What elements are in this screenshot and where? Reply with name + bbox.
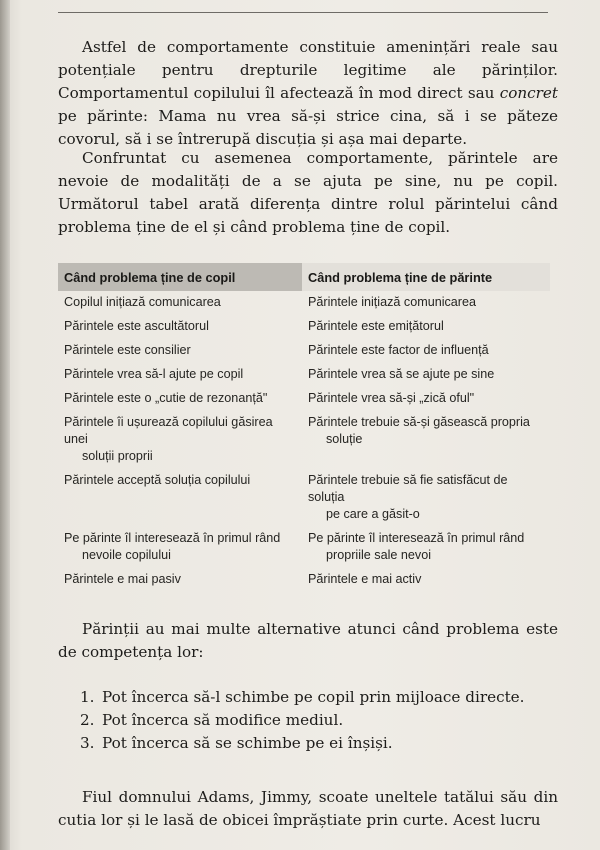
cell-parent [302, 339, 550, 363]
list-item-number: 2. [80, 711, 95, 729]
list-item-number: 3. [80, 734, 95, 752]
cell-parent [302, 568, 550, 592]
table-row [58, 469, 550, 527]
paragraph-4 [58, 786, 558, 832]
paragraph-1-text-a: Astfel de comportamente constituie amenințări reale sau potențiale pentru drepturile legitime ale părinților. Comportamentul copilului îl afectează în mod direct sau [58, 38, 558, 102]
list-item-number: 1. [80, 688, 95, 706]
table-body [58, 291, 550, 592]
table-header-row [58, 263, 550, 291]
list-item-text: Pot încerca să-l schimbe pe copil prin mijloace directe. [102, 688, 525, 706]
paragraph-2 [58, 147, 558, 239]
cell-line: propriile sale nevoi [326, 548, 432, 562]
paragraph-3-text: Părinții au mai multe alternative atunci când problema este de competența lor: [58, 620, 558, 661]
cell-line: Părintele inițiază comunicarea [308, 295, 477, 309]
roles-table [58, 263, 550, 592]
cell-line: Părintele vrea să se ajute pe sine [308, 367, 495, 381]
cell-child [58, 363, 302, 387]
list-item [80, 732, 560, 755]
cell-line: Părintele acceptă soluția copilului [64, 473, 251, 487]
cell-line: soluție [326, 432, 363, 446]
page-gutter [0, 0, 10, 850]
list-item-text: Pot încerca să modifice mediul. [102, 711, 344, 729]
table-header-child: Când problema ține de copil [58, 263, 302, 291]
table-row [58, 387, 550, 411]
paragraph-4-text: Fiul domnului Adams, Jimmy, scoate uneltele tatălui său din cutia lor și le lasă de obicei împrăștiate prin curte. Acest lucru [58, 788, 558, 829]
cell-child [58, 527, 302, 568]
cell-line: Părintele este factor de influență [308, 343, 489, 357]
cell-line: soluții proprii [82, 449, 153, 463]
table-row [58, 527, 550, 568]
cell-line: Părintele îi ușurează copilului găsirea unei [64, 415, 273, 446]
cell-parent [302, 411, 550, 469]
cell-child [58, 568, 302, 592]
cell-line: Părintele trebuie să-și găsească propria [308, 415, 530, 429]
list-item [80, 686, 560, 709]
table-header-parent: Când problema ține de părinte [302, 263, 550, 291]
table-row [58, 315, 550, 339]
table-row [58, 363, 550, 387]
cell-child [58, 315, 302, 339]
cell-child [58, 469, 302, 527]
table-row [58, 291, 550, 315]
table-row [58, 568, 550, 592]
cell-line: Părintele e mai pasiv [64, 572, 181, 586]
paragraph-1-text-b: pe părinte: Mama nu vrea să-și strice cina, să i se păteze covorul, să i se întrerupă discuția și așa mai departe. [58, 107, 558, 148]
cell-line: Părintele este ascultătorul [64, 319, 209, 333]
header-rule [58, 12, 548, 13]
cell-line: Părintele vrea să-și „zică oful" [308, 391, 475, 405]
cell-line: nevoile copilului [82, 548, 171, 562]
cell-parent [302, 315, 550, 339]
cell-line: Părintele vrea să-l ajute pe copil [64, 367, 244, 381]
cell-parent [302, 387, 550, 411]
cell-parent [302, 363, 550, 387]
cell-line: Părintele este emițătorul [308, 319, 444, 333]
cell-parent [302, 469, 550, 527]
paragraph-2-text: Confruntat cu asemenea comportamente, părintele are nevoie de modalități de a se ajuta pe sine, nu pe copil. Următorul tabel arată diferența dintre rolul părintelui când problema ține de el și când problema ține de copil. [58, 149, 558, 236]
paragraph-3 [58, 618, 558, 664]
cell-parent [302, 527, 550, 568]
table-row [58, 339, 550, 363]
cell-child [58, 291, 302, 315]
cell-line: Pe părinte îl interesează în primul rând [308, 531, 525, 545]
cell-parent [302, 291, 550, 315]
table-row [58, 411, 550, 469]
cell-line: Părintele este consilier [64, 343, 191, 357]
list-item [80, 709, 560, 732]
cell-child [58, 339, 302, 363]
cell-child [58, 387, 302, 411]
list-item-text: Pot încerca să se schimbe pe ei înșiși. [102, 734, 393, 752]
paragraph-1 [58, 36, 558, 151]
cell-line: Pe părinte îl interesează în primul rând [64, 531, 281, 545]
cell-child [58, 411, 302, 469]
paragraph-1-italic: concret [499, 84, 558, 102]
alternatives-list [80, 686, 560, 755]
cell-line: Părintele este o „cutie de rezonanță" [64, 391, 268, 405]
cell-line: Părintele trebuie să fie satisfăcut de soluția [308, 473, 508, 504]
cell-line: Părintele e mai activ [308, 572, 422, 586]
cell-line: pe care a găsit-o [326, 507, 420, 521]
cell-line: Copilul inițiază comunicarea [64, 295, 221, 309]
